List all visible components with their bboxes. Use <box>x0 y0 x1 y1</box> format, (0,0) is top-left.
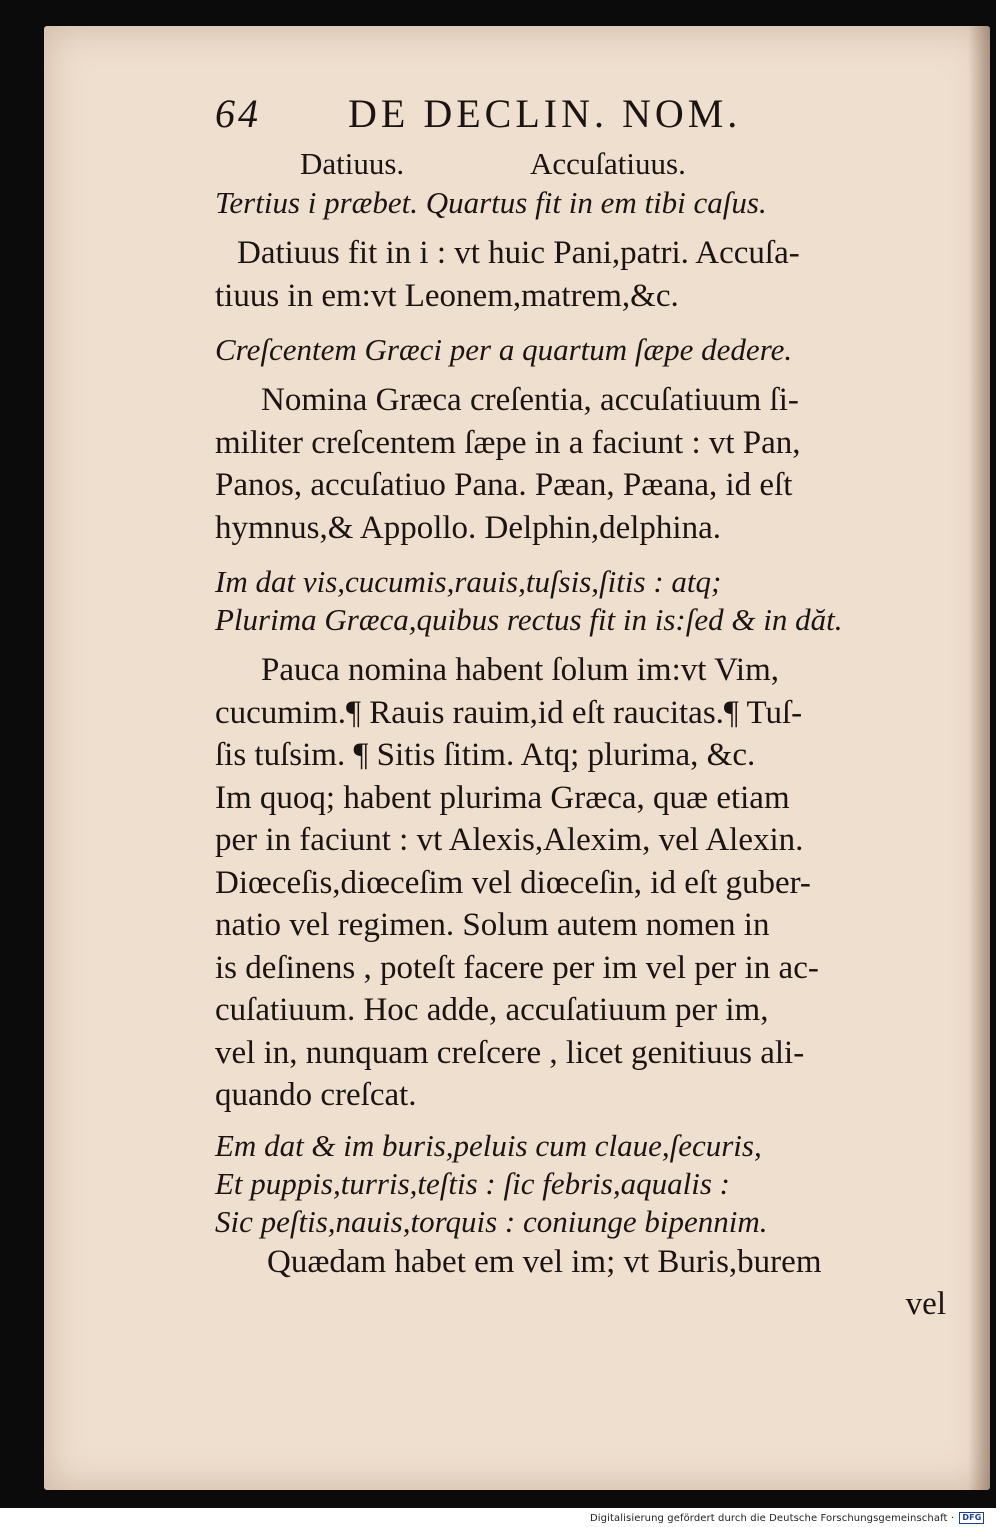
prose-line: natio vel regimen. Solum autem nomen in <box>215 907 770 943</box>
dfg-logo: DFG <box>959 1512 984 1524</box>
case-labels <box>215 142 950 184</box>
verse-line: Plurima Græca,quibus rectus fit in is:ſed & in dăt. <box>215 602 843 637</box>
verse-line: Creſcentem Græci per a quartum ſæpe dedere. <box>215 332 793 367</box>
verse-line: Im dat vis,cucumis,rauis,tuſsis,ſitis : atq; <box>215 564 722 599</box>
prose-line: militer creſcentem ſæpe in a faciunt : vt Pan, <box>215 424 801 461</box>
dative-label: Datiuus. <box>300 146 405 181</box>
prose-line: cuſatiuum. Hoc adde, accuſatiuum per im, <box>215 992 769 1028</box>
verse-line: Tertius i præbet. Quartus fit in em tibi caſus. <box>215 185 767 220</box>
page-text <box>215 90 950 1326</box>
prose-line: Pauca nomina habent ſolum im:vt Vim, <box>261 652 780 688</box>
verse-line: Em dat & im buris,peluis cum claue,ſecuris, <box>215 1127 762 1163</box>
prose-line: Diœceſis,diœceſim vel diœceſin, id eſt guber- <box>215 864 811 901</box>
page-edge-shadow <box>968 26 990 1490</box>
prose-line: Quædam habet em vel im; vt Buris,burem <box>267 1243 822 1280</box>
digitization-credit <box>590 1512 984 1524</box>
catchword: vel <box>905 1286 946 1322</box>
prose-line: Nomina Græca creſentia, accuſatiuum ſi- <box>261 382 799 418</box>
prose-line: vel in, nunquam creſcere , licet genitiuus ali- <box>215 1034 805 1071</box>
prose-line: ſis tuſsim. ¶ Sitis ſitim. Atq; plurima, &c. <box>215 737 756 773</box>
prose-line: Im quoq; habent plurima Græca, quæ etiam <box>215 779 790 816</box>
running-head: DE DECLIN. NOM. <box>348 91 742 136</box>
credit-text: Digitalisierung gefördert durch die Deutsche Forschungsgemeinschaft · <box>590 1513 955 1524</box>
prose-line: Panos, accuſatiuo Pana. Pæan, Pæana, id eſt <box>215 467 793 503</box>
prose-line: Datiuus fit in i : vt huic Pani,patri. Accuſa- <box>237 235 800 271</box>
prose-line: quando creſcat. <box>215 1077 417 1113</box>
prose-line: is deſinens , poteſt facere per im vel per in ac- <box>215 949 819 986</box>
verse-line: Et puppis,turris,teſtis : ſic febris,aqualis : <box>215 1165 730 1201</box>
page-number: 64 <box>215 91 261 136</box>
prose-line: cucumim.¶ Rauis rauim,id eſt raucitas.¶ Tuſ- <box>215 694 803 731</box>
verse-line: Sic peſtis,nauis,torquis : coniunge bipennim. <box>215 1203 768 1239</box>
prose-line: hymnus,& Appollo. Delphin,delphina. <box>215 509 721 546</box>
accusative-label: Accuſatiuus. <box>530 146 686 181</box>
prose-line: tiuus in em:vt Leonem,matrem,&c. <box>215 277 679 314</box>
prose-line: per in faciunt : vt Alexis,Alexim, vel Alexin. <box>215 822 804 858</box>
page-header <box>215 90 950 142</box>
